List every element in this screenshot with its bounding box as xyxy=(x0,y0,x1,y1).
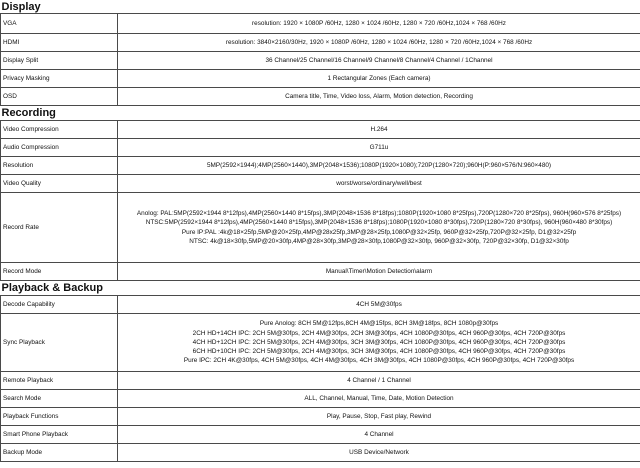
spec-value: Play, Pause, Stop, Fast play, Rewind xyxy=(118,408,640,426)
spec-value: H.264 xyxy=(118,121,640,139)
spec-value: 4CH 5M@30fps xyxy=(118,296,640,314)
sync-playback-line: Pure IPC: 2CH 4K@30fps, 4CH 5M@30fps, 4CH 4M@30fps, 4CH 3M@30fps, 4CH 1080P@30fps, 4CH 960P@30fps, 4CH 720P@30fps xyxy=(183,357,575,365)
spec-value: 4 Channel xyxy=(118,426,640,444)
spec-value: G711u xyxy=(118,139,640,157)
spec-value: 5MP(2592×1944);4MP(2560×1440),3MP(2048×1536);1080P(1920×1080);720P(1280×720);960H(P:960×576/N:960×480) xyxy=(118,157,640,175)
table-row xyxy=(1,121,640,139)
section-header xyxy=(1,0,640,14)
table-row xyxy=(1,314,640,372)
sync-playback-line: 2CH HD+14CH IPC: 2CH 5M@30fps, 2CH 4M@30fps, 2CH 3M@30fps, 4CH 1080P@30fps, 4CH 960P@30fps, 4CH 720P@30fps xyxy=(192,329,566,337)
spec-label: HDMI xyxy=(1,34,118,52)
spec-value: resolution: 1920 × 1080P /60Hz, 1280 × 1024 /60Hz, 1280 × 720 /60Hz,1024 × 768 /60Hz xyxy=(118,14,640,34)
sync-playback-line: Pure Anolog: 8CH 5M@12fps,8CH 4M@15fps, 8CH 3M@18fps, 8CH 1080p@30fps xyxy=(259,320,499,328)
spec-value: resolution: 3840×2160/30Hz, 1920 × 1080P /60Hz, 1280 × 1024 /60Hz, 1280 × 720 /60Hz,1024 × 768 /60Hz xyxy=(118,34,640,52)
spec-label: Backup Mode xyxy=(1,444,118,462)
table-row xyxy=(1,263,640,281)
table-row xyxy=(1,408,640,426)
spec-label: Search Mode xyxy=(1,390,118,408)
table-row xyxy=(1,52,640,70)
table-row xyxy=(1,34,640,52)
sync-playback-line: 4CH HD+12CH IPC: 2CH 5M@30fps, 2CH 4M@30fps, 3CH 3M@30fps, 4CH 1080P@30fps, 4CH 960P@30fps, 4CH 720P@30fps xyxy=(192,338,566,346)
table-row xyxy=(1,390,640,408)
spec-value: ALL, Channel, Manual, Time, Date, Motion Detection xyxy=(118,390,640,408)
table-row xyxy=(1,296,640,314)
spec-label: Sync Playback xyxy=(1,314,118,372)
section-title-recording: Recording xyxy=(1,106,640,121)
spec-label: Video Quality xyxy=(1,175,118,193)
record-rate-line: NTSC: 4k@18×30fp,5MP@20×30fp,4MP@28×30fp,3MP@28×30fp,1080P@32×30fp, 960P@32×30fp, 720P@32×30fp, D1@32×30fp xyxy=(189,237,569,245)
spec-value: 4 Channel / 1 Channel xyxy=(118,372,640,390)
spec-label: Display Split xyxy=(1,52,118,70)
table-row xyxy=(1,139,640,157)
table-row xyxy=(1,372,640,390)
spec-label: Playback Functions xyxy=(1,408,118,426)
table-row xyxy=(1,444,640,462)
spec-label: OSD xyxy=(1,88,118,106)
spec-label: VGA xyxy=(1,14,118,34)
spec-label: Privacy Masking xyxy=(1,70,118,88)
spec-label: Smart Phone Playback xyxy=(1,426,118,444)
spec-value: worst/worse/ordinary/well/best xyxy=(118,175,640,193)
spec-label: Decode Capability xyxy=(1,296,118,314)
spec-label: Remote Playback xyxy=(1,372,118,390)
spec-label: Video Compression xyxy=(1,121,118,139)
record-rate-line: NTSC:5MP(2592×1944 8*12fps),4MP(2560×1440 8*15fps),3MP(2048×1536 8*18fps);1080P(1920×1080 8*30fps),720P(1280×720 8*30fps), 960H(960×480 8*30fps) xyxy=(145,219,613,227)
table-row xyxy=(1,14,640,34)
sync-playback-line: 6CH HD+10CH IPC: 2CH 5M@30fps, 2CH 4M@30fps, 3CH 3M@30fps, 4CH 1080P@30fps, 4CH 960P@30fps, 4CH 720P@30fps xyxy=(192,348,566,356)
section-title-display: Display xyxy=(1,0,640,14)
record-rate-line: Pure IP:PAL :4k@18×25fp,5MP@20×25fp,4MP@28x25fp,3MP@28×25fp,1080P@32×25fp, 960P@32×25fp,720P@32×25fp, D1@32×25fp xyxy=(181,228,577,236)
spec-label: Record Mode xyxy=(1,263,118,281)
spec-label: Audio Compression xyxy=(1,139,118,157)
spec-value: 1 Rectangular Zones (Each camera) xyxy=(118,70,640,88)
table-row xyxy=(1,193,640,263)
table-row xyxy=(1,88,640,106)
spec-label: Record Rate xyxy=(1,193,118,263)
spec-value: Camera title, Time, Video loss, Alarm, Motion detection, Recording xyxy=(118,88,640,106)
table-row xyxy=(1,70,640,88)
spec-value xyxy=(118,314,640,372)
record-rate-line: Anolog: PAL:5MP(2592×1944 8*12fps),4MP(2560×1440 8*15fps),3MP(2048×1536 8*18fps);1080P(1920×1080 8*25fps),720P(1280×720 8*25fps), 960H(960×576 8*25fps) xyxy=(136,209,622,217)
table-row xyxy=(1,157,640,175)
table-row xyxy=(1,426,640,444)
table-row xyxy=(1,175,640,193)
spec-value xyxy=(118,193,640,263)
spec-value: 36 Channel/25 Channel/16 Channel/9 Channel/8 Channel/4 Channel / 1Channel xyxy=(118,52,640,70)
spec-label: Resolution xyxy=(1,157,118,175)
section-header xyxy=(1,281,640,296)
spec-value: USB Device/Network xyxy=(118,444,640,462)
section-header xyxy=(1,106,640,121)
section-title-playback-backup: Playback & Backup xyxy=(1,281,640,296)
spec-value: Manual\Timer\Motion Detection\alarm xyxy=(118,263,640,281)
